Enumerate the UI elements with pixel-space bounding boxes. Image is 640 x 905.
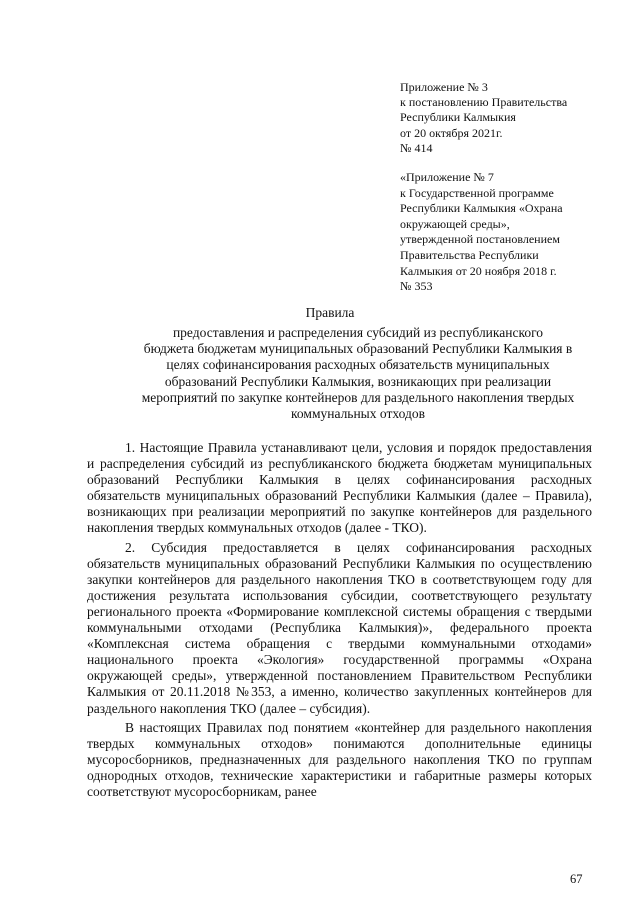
paragraph-1: 1. Настоящие Правила устанавливают цели, условия и порядок предоставления и распределения субсидий из республиканского бюджета бюджетам муниципальных образований Республики Калмыкия в целях софинансирования расходных обязательств муниципальных образований Республики Калмыкия (далее – Правила), возникающих при реализации мероприятий по закупке контейнеров для раздельного накопления твердых коммунальных отходов (далее - ТКО). [87, 440, 592, 536]
program-annex-line: к Государственной программе [400, 185, 554, 200]
document-subtitle [118, 325, 598, 422]
program-annex-header [400, 170, 600, 295]
annex-line: Республики Калмыкия [400, 110, 516, 125]
subtitle-line: коммунальных отходов [291, 406, 425, 422]
program-annex-line: Правительства Республики [400, 247, 539, 262]
subtitle-line: предоставления и распределения субсидий из республиканского [172, 325, 544, 340]
annex-header [400, 80, 600, 156]
paragraph-2: 2. Субсидия предоставляется в целях софинансирования расходных обязательств муниципальных образований Республики Калмыкия по осуществлению закупки контейнеров для раздельного накопления ТКО в соответствующем году для достижения результата использования субсидии, соответствующего результату регионального проекта «Формирование комплексной системы обращения с твердыми коммунальными отходами (Республика Калмыкия)», федерального проекта «Комплексная система обращения с твердыми коммунальными отходами» национального проекта «Экология» государственной программы «Охрана окружающей среды», утвержденной постановлением Правительством Республики Калмыкия от 20.11.2018 №353, а именно, количество закупленных контейнеров для раздельного накопления ТКО (далее – субсидия). [87, 539, 592, 716]
document-body [87, 440, 592, 803]
page-number: 67 [570, 872, 583, 886]
paragraph-3: В настоящих Правилах под понятием «контейнер для раздельного накопления твердых коммунальных отходов» понимаются дополнительные единицы мусоросборников, предназначенных для раздельного накопления ТКО по группам однородных отходов, технические характеристики и габаритные размеры которых соответствуют мусоросборникам, ранее [87, 719, 592, 799]
annex-line: от 20 октября 2021г. [400, 125, 503, 140]
program-annex-line: Калмыкия от 20 ноября 2018 г. [400, 263, 557, 278]
program-annex-line: «Приложение № 7 [400, 170, 494, 184]
subtitle-line: мероприятий по закупке контейнеров для раздельного накопления твердых [141, 389, 575, 405]
annex-line: № 414 [400, 140, 433, 155]
subtitle-line: целях софинансирования расходных обязательств муниципальных [166, 357, 550, 373]
program-annex-line: окружающей среды», [400, 216, 510, 231]
subtitle-line: бюджета бюджетам муниципальных образований Республики Калмыкия в [143, 341, 573, 357]
program-annex-line: Республики Калмыкия «Охрана [400, 201, 563, 216]
annex-line: к постановлению Правительства [400, 95, 568, 110]
subtitle-line: образований Республики Калмыкия, возникающих при реализации [164, 373, 552, 389]
document-title: Правила [305, 305, 355, 320]
program-annex-line: № 353 [400, 279, 433, 294]
program-annex-line: утвержденной постановлением [400, 232, 560, 247]
annex-line: Приложение № 3 [400, 80, 488, 94]
